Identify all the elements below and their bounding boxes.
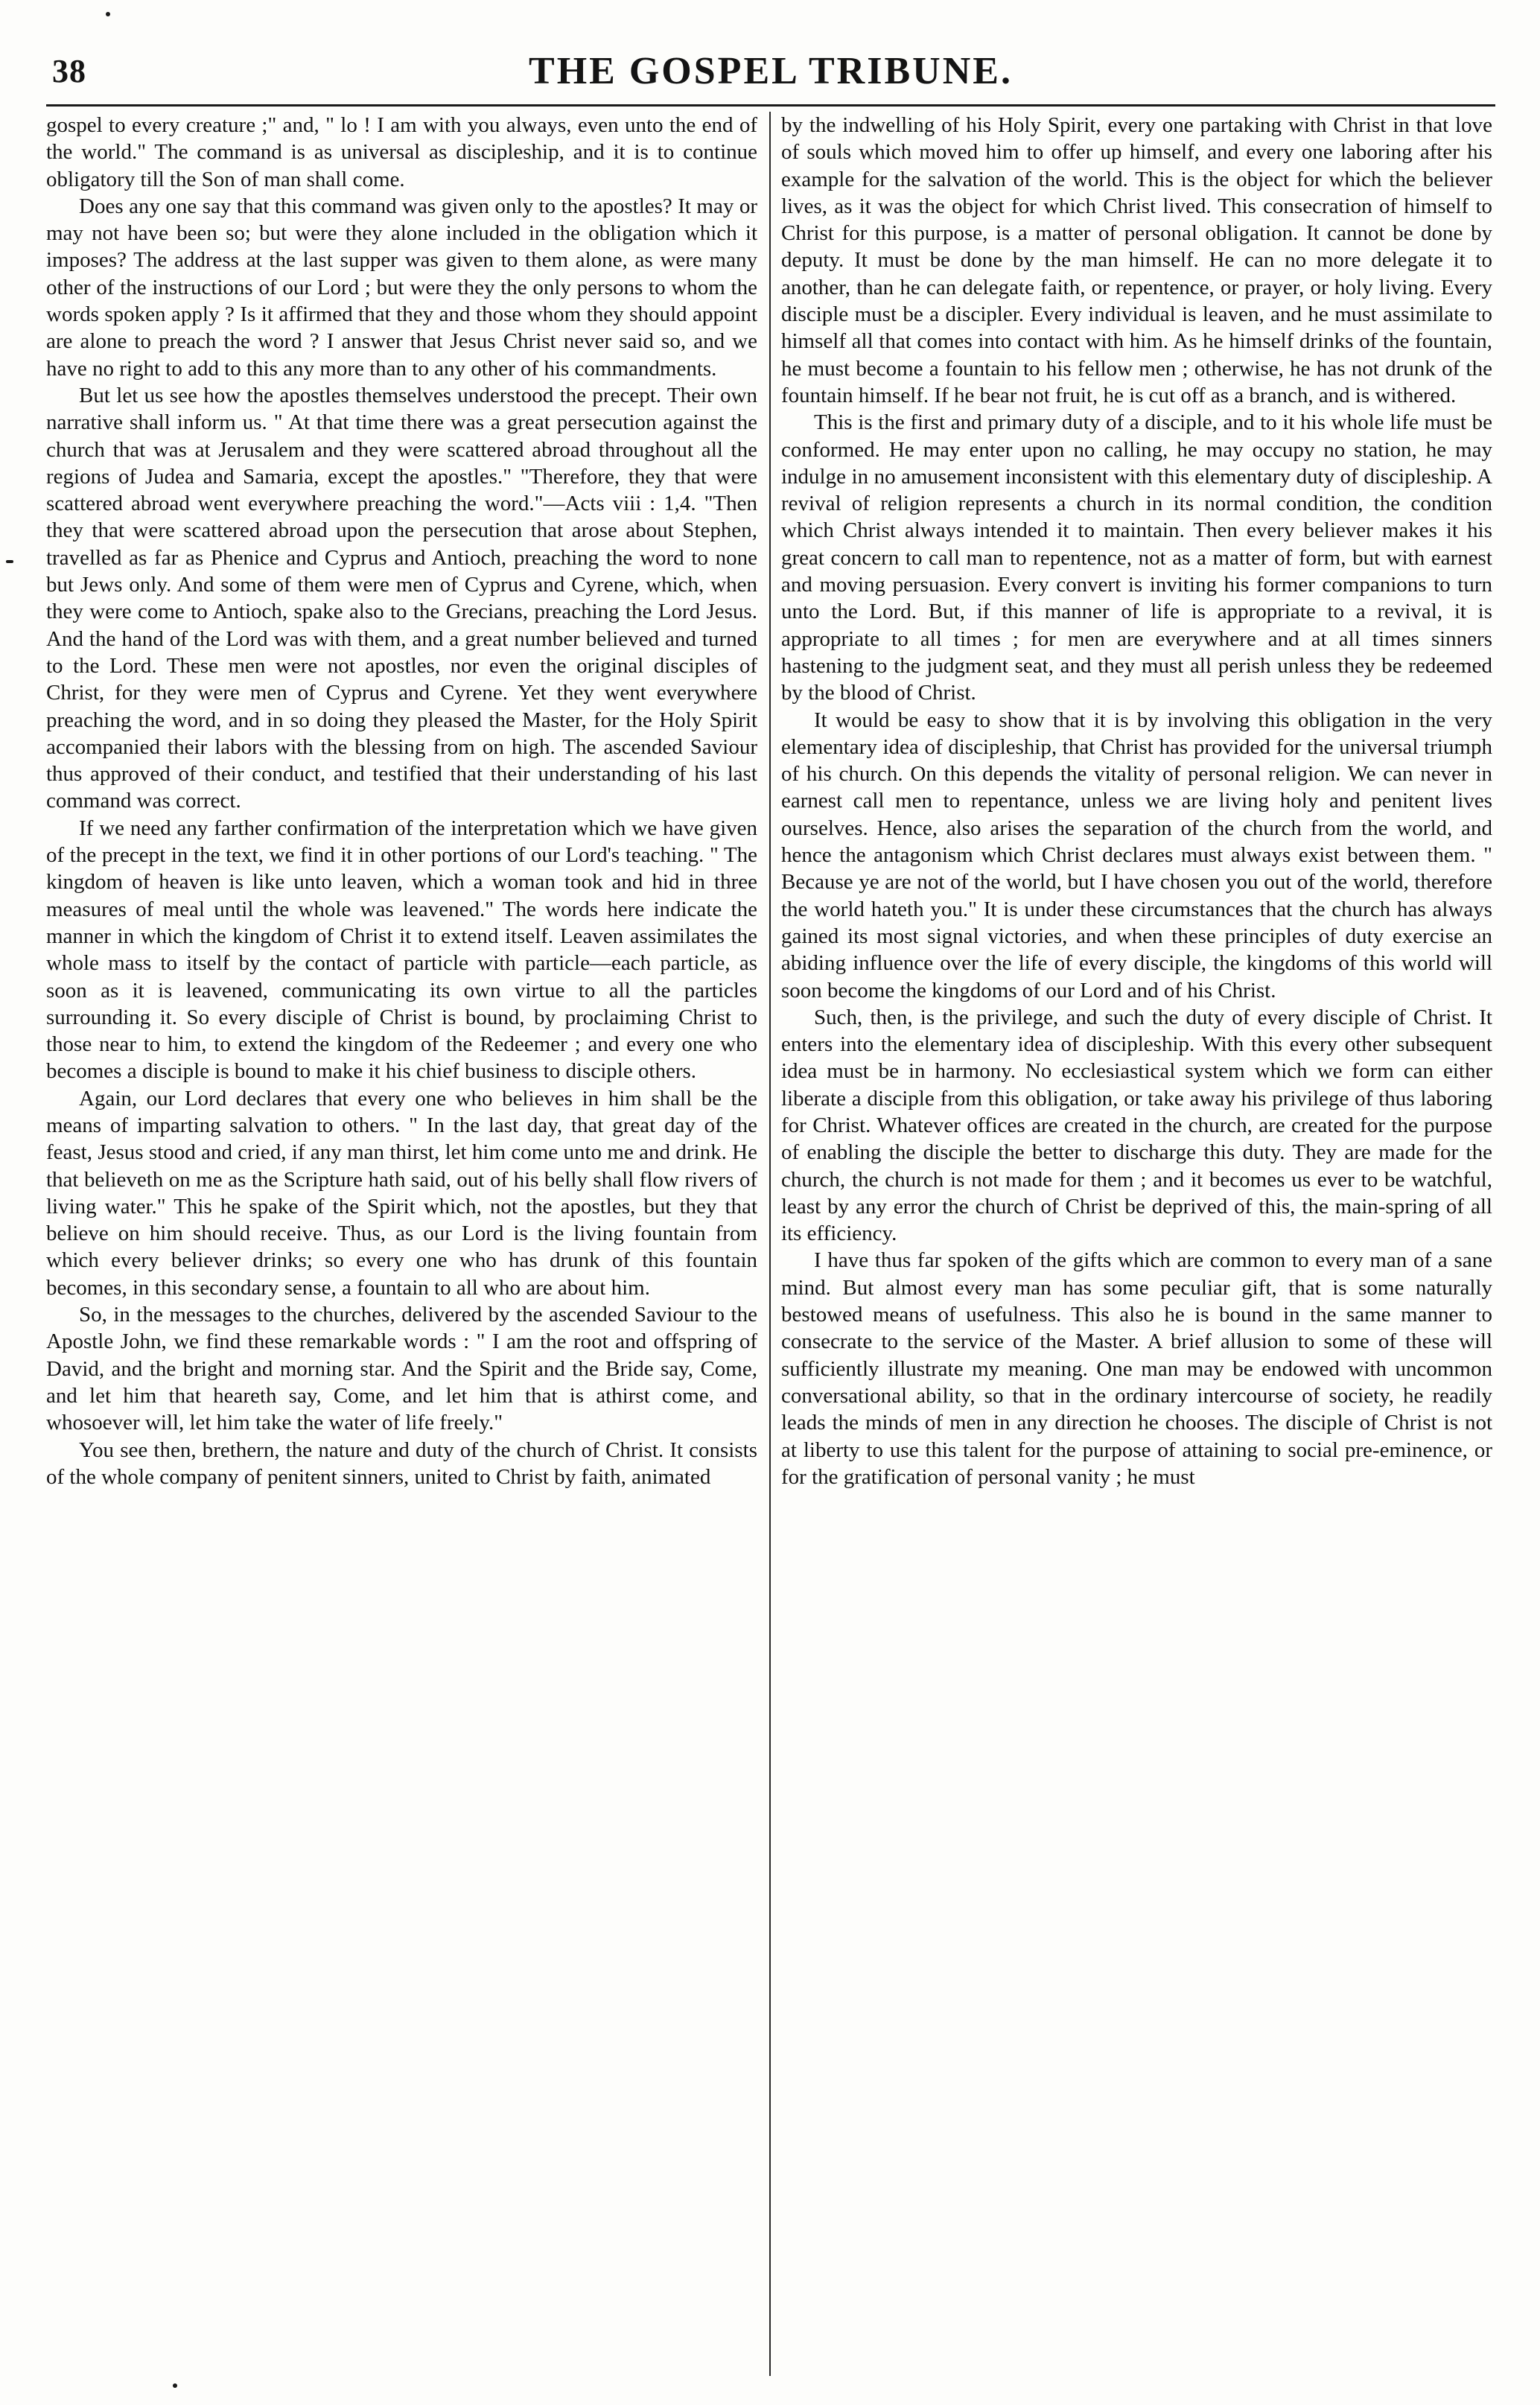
paragraph: This is the first and primary duty of a disciple, and to it his whole life must be conformed. He may enter upon no calling, he may occupy no station, he may indulge in no amusement inconsistent with this elementary duty of discipleship. A revival of religion represents a church in its normal condition, the condition which Christ always intended it to maintain. Then every believer makes it his great concern to call man to repentence, not as a matter of form, but with earnest and moving persuasion. Every convert is inviting his former companions to turn unto the Lord. But, if this manner of life is appropriate to a revival, it is appropriate to all times ; for men are everywhere and at all times sinners hastening to the judgment seat, and they must all perish unless they be redeemed by the blood of Christ.: [781, 410, 1492, 705]
page-number: 38: [52, 53, 86, 89]
page-header: [46, 39, 1495, 106]
right-column: [781, 112, 1492, 2383]
paragraph: You see then, brethern, the nature and duty of the church of Christ. It consists of the whole company of penitent sinners, united to Christ by faith, animated: [46, 1437, 757, 1489]
ink-speck: [106, 12, 110, 16]
paragraph: gospel to every creature ;" and, " lo ! I am with you always, even unto the end of the world." The command is as universal as discipleship, and it is to continue obligatory till the Son of man shall come.: [46, 113, 757, 191]
paragraph: I have thus far spoken of the gifts which are common to every man of a sane mind. But almost every man has some peculiar gift, that is some naturally bestowed means of usefulness. This also he is bound in the same manner to consecrate to the service of the Master. A brief allusion to some of these will sufficiently illustrate my meaning. One man may be endowed with uncommon conversational ability, so that in the ordinary intercourse of society, he readily leads the minds of men in any direction he chooses. The disciple of Christ is not at liberty to use this talent for the purpose of attaining to social pre-eminence, or for the gratification of personal vanity ; he must: [781, 1248, 1492, 1489]
left-column: [46, 112, 757, 2383]
paragraph: It would be easy to show that it is by involving this obligation in the very elementary idea of discipleship, that Christ has provided for the universal triumph of his church. On this depends the vitality of personal religion. We can never in earnest call men to repentance, unless we are living holy and penitent lives ourselves. Hence, also arises the separation of the church from the world, and hence the antagonism which Christ declares must always exist between them. " Because ye are not of the world, but I have chosen you out of the world, therefore the world hateth you." It is under these circumstances that the church has always gained its most signal victories, and when these principles of duty exercise an abiding influence over the life of every disciple, the kingdoms of this world will soon become the kingdoms of our Lord and of his Christ.: [781, 708, 1492, 1003]
paragraph: Does any one say that this command was given only to the apostles? It may or may not have been so; but were they alone included in the obligation which it imposes? The address at the last supper was given to them alone, as were many other of the instructions of our Lord ; but were they the only persons to whom the words spoken apply ? Is it affirmed that they and those whom they should appoint are alone to preach the word ? I answer that Jesus Christ never said so, and we have no right to add to this any more than to any other of his commandments.: [46, 194, 757, 381]
ink-speck: [173, 2383, 177, 2388]
header-rule: [46, 104, 1495, 107]
ink-speck: [6, 560, 13, 563]
paragraph: by the indwelling of his Holy Spirit, every one partaking with Christ in that love of souls which moved him to offer up himself, and every one laboring after his example for the salvation of the world. This is the object for which the believer lives, as it was the object for which Christ lived. This consecration of himself to Christ for this purpose, is a matter of personal obligation. It cannot be done by deputy. It must be done by the man himself. He can no more delegate it to another, than he can delegate faith, or repentence, or prayer, or holy living. Every disciple must be a discipler. Every individual is leaven, and he must assimilate to himself all that comes into contact with him. As he himself drinks of the fountain, he must become a fountain to his fellow men ; otherwise, he has not drunk of the fountain himself. If he bear not fruit, he is cut off as a branch, and is withered.: [781, 113, 1492, 407]
paragraph: Such, then, is the privilege, and such the duty of every disciple of Christ. It enters into the elementary idea of discipleship. With this every other subsequent idea must be in harmony. No ecclesiastical system which we form can either liberate a disciple from this obligation, or take away his privilege of thus laboring for Christ. Whatever offices are created in the church, are created for the purpose of enabling the disciple the better to discharge this duty. They are made for the church, the church is not made for them ; and it becomes us ever to be watchful, least by any error the church of Christ be deprived of this, the main-spring of all its efficiency.: [781, 1005, 1492, 1246]
paragraph: But let us see how the apostles themselves understood the precept. Their own narrative shall inform us. " At that time there was a great persecution against the church that was at Jerusalem and they were scattered abroad throughout all the regions of Judea and Samaria, except the apostles." "Therefore, they that were scattered abroad went everywhere preaching the word."—Acts viii : 1,4. "Then they that were scattered abroad upon the persecution that arose about Stephen, travelled as far as Phenice and Cyprus and Antioch, preaching the word to none but Jews only. And some of them were men of Cyprus and Cyrene, which, when they were come to Antioch, spake also to the Grecians, preaching the Lord Jesus. And the hand of the Lord was with them, and a great number believed and turned to the Lord. These men were not apostles, nor even the original disciples of Christ, for they were men of Cyprus and Cyrene. Yet they went everywhere preaching the word, and in so doing they pleased the Master, for the Holy Spirit accompanied their labors with the blessing from on high. The ascended Saviour thus approved of their conduct, and testified that their understanding of his last command was correct.: [46, 383, 757, 813]
paragraph: If we need any farther confirmation of the interpretation which we have given of the precept in the text, we find it in other portions of our Lord's teaching. " The kingdom of heaven is like unto leaven, which a woman took and hid in three measures of meal until the whole was leavened." The words here indicate the manner in which the kingdom of Christ it to extend itself. Leaven assimilates the whole mass to itself by the contact of particle with particle—each particle, as soon as it is leavened, communicating its own virtue to all the particles surrounding it. So every disciple of Christ is bound, by proclaiming Christ to those near to him, to extend the kingdom of the Redeemer ; and every one who becomes a disciple is bound to make it his chief business to disciple others.: [46, 816, 757, 1084]
paragraph: Again, our Lord declares that every one who believes in him shall be the means of imparting salvation to others. " In the last day, that great day of the feast, Jesus stood and cried, if any man thirst, let him come unto me and drink. He that believeth on me as the Scripture hath said, out of his belly shall flow rivers of living water." This he spake of the Spirit which, not the apostles, but they that believe on him should receive. Thus, as our Lord is the living fountain from which every believer drinks; so every one who has drunk of this fountain becomes, in this secondary sense, a fountain to all who are about him.: [46, 1086, 757, 1300]
paragraph: So, in the messages to the churches, delivered by the ascended Saviour to the Apostle John, we find these remarkable words : " I am the root and offspring of David, and the bright and morning star. And the Spirit and the Bride say, Come, and let him that heareth say, Come, and let him that is athirst come, and whosoever will, let him take the water of life freely.": [46, 1303, 757, 1435]
running-title: THE GOSPEL TRIBUNE.: [529, 50, 1013, 92]
column-divider: [769, 112, 771, 2376]
